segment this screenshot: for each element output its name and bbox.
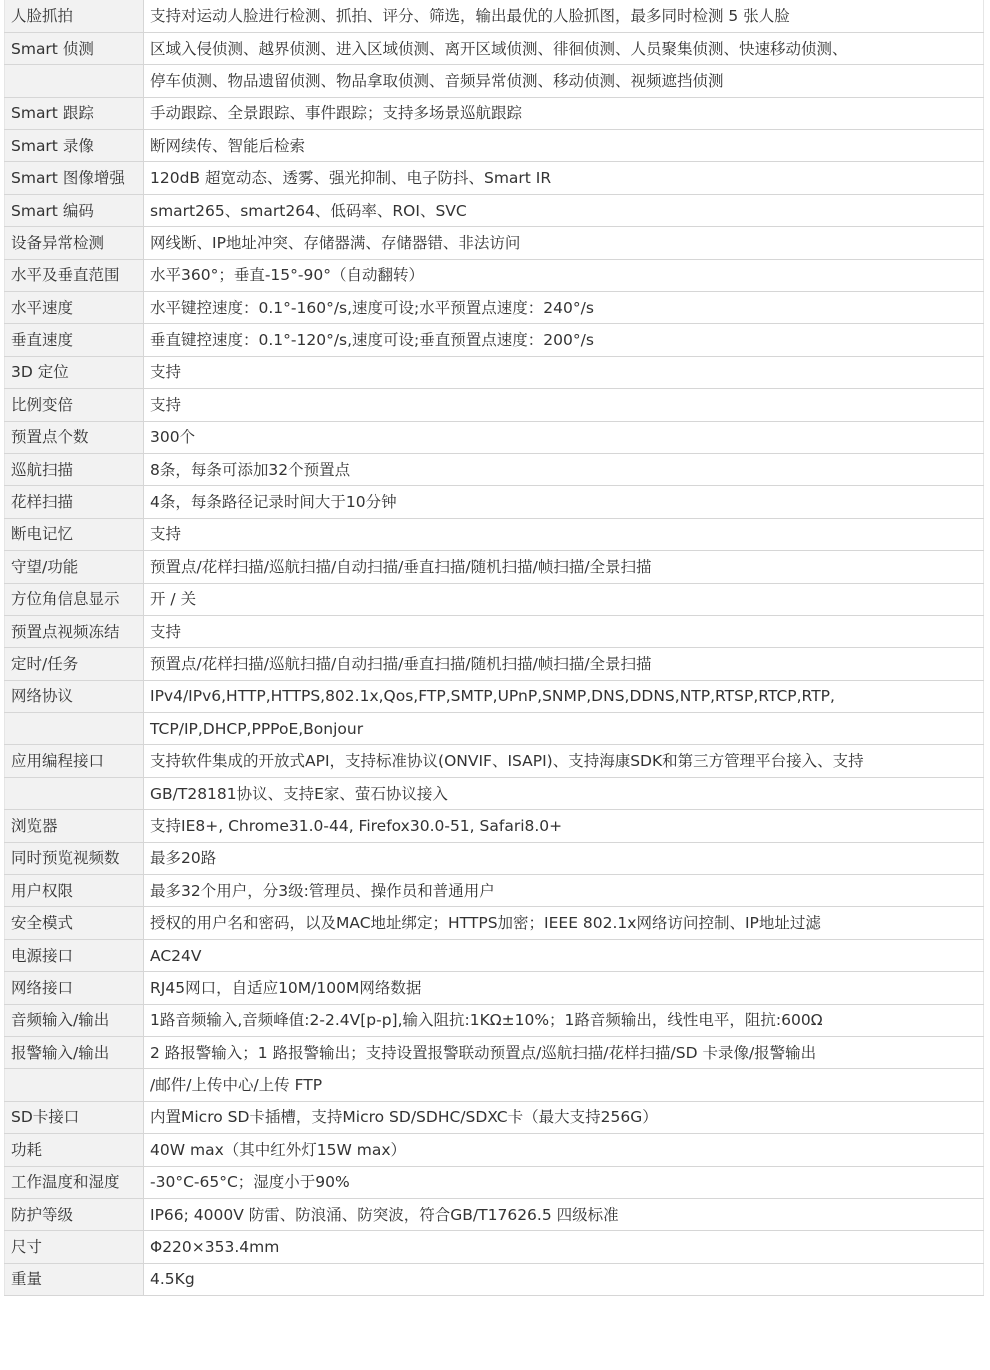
spec-label: 电源接口	[5, 939, 144, 971]
spec-label: SD卡接口	[5, 1101, 144, 1133]
spec-value: 网线断、IP地址冲突、存储器满、存储器错、非法访问	[144, 227, 984, 259]
spec-row	[5, 0, 984, 32]
spec-value: /邮件/上传中心/上传 FTP	[144, 1069, 984, 1101]
spec-value: 4条，每条路径记录时间大于10分钟	[144, 486, 984, 518]
spec-label: 水平速度	[5, 292, 144, 324]
spec-value: 垂直键控速度：0.1°-120°/s,速度可设;垂直预置点速度：200°/s	[144, 324, 984, 356]
spec-row	[5, 162, 984, 194]
spec-label: Smart 编码	[5, 194, 144, 226]
spec-row	[5, 356, 984, 388]
spec-row	[5, 551, 984, 583]
spec-row	[5, 1037, 984, 1069]
spec-label: Smart 图像增强	[5, 162, 144, 194]
spec-table-body	[5, 0, 984, 1296]
spec-label: 水平及垂直范围	[5, 259, 144, 291]
spec-row	[5, 842, 984, 874]
spec-value: AC24V	[144, 939, 984, 971]
spec-label: 应用编程接口	[5, 745, 144, 777]
spec-row	[5, 1101, 984, 1133]
spec-row	[5, 292, 984, 324]
spec-value: 最多20路	[144, 842, 984, 874]
spec-value: 支持对运动人脸进行检测、抓拍、评分、筛选，输出最优的人脸抓图，最多同时检测 5 张人脸	[144, 0, 984, 32]
spec-value: -30°C-65°C；湿度小于90%	[144, 1166, 984, 1198]
spec-row	[5, 32, 984, 64]
spec-label: 工作温度和湿度	[5, 1166, 144, 1198]
spec-table	[4, 0, 984, 1296]
spec-label: 垂直速度	[5, 324, 144, 356]
spec-label: 比例变倍	[5, 389, 144, 421]
spec-row	[5, 745, 984, 777]
spec-row	[5, 615, 984, 647]
spec-row	[5, 939, 984, 971]
spec-row	[5, 227, 984, 259]
spec-label: 守望/功能	[5, 551, 144, 583]
spec-value: 8条，每条可添加32个预置点	[144, 453, 984, 485]
spec-row	[5, 130, 984, 162]
spec-row	[5, 777, 984, 809]
spec-label	[5, 65, 144, 97]
spec-value: 最多32个用户，分3级:管理员、操作员和普通用户	[144, 875, 984, 907]
spec-row	[5, 421, 984, 453]
spec-value: 2 路报警输入；1 路报警输出；支持设置报警联动预置点/巡航扫描/花样扫描/SD 卡录像/报警输出	[144, 1037, 984, 1069]
spec-value: 支持	[144, 518, 984, 550]
spec-value: 支持	[144, 389, 984, 421]
spec-label: 同时预览视频数	[5, 842, 144, 874]
spec-label: 功耗	[5, 1134, 144, 1166]
spec-value: IP66; 4000V 防雷、防浪涌、防突波，符合GB/T17626.5 四级标准	[144, 1198, 984, 1230]
spec-row	[5, 1231, 984, 1263]
spec-label: 网络接口	[5, 972, 144, 1004]
spec-value: 120dB 超宽动态、透雾、强光抑制、电子防抖、Smart IR	[144, 162, 984, 194]
spec-label: 预置点个数	[5, 421, 144, 453]
spec-label: Smart 跟踪	[5, 97, 144, 129]
spec-row	[5, 972, 984, 1004]
spec-value: 支持IE8+, Chrome31.0-44, Firefox30.0-51, Safari8.0+	[144, 810, 984, 842]
spec-label: 重量	[5, 1263, 144, 1295]
spec-value: GB/T28181协议、支持E家、萤石协议接入	[144, 777, 984, 809]
spec-value: 支持	[144, 615, 984, 647]
spec-value: 300个	[144, 421, 984, 453]
spec-value: 水平键控速度：0.1°-160°/s,速度可设;水平预置点速度：240°/s	[144, 292, 984, 324]
spec-row	[5, 648, 984, 680]
spec-value: 预置点/花样扫描/巡航扫描/自动扫描/垂直扫描/随机扫描/帧扫描/全景扫描	[144, 648, 984, 680]
spec-value: 授权的用户名和密码，以及MAC地址绑定；HTTPS加密；IEEE 802.1x网络访问控制、IP地址过滤	[144, 907, 984, 939]
spec-label: 断电记忆	[5, 518, 144, 550]
spec-value: 区域入侵侦测、越界侦测、进入区域侦测、离开区域侦测、徘徊侦测、人员聚集侦测、快速移动侦测、	[144, 32, 984, 64]
spec-label: 音频输入/输出	[5, 1004, 144, 1036]
spec-row	[5, 194, 984, 226]
spec-row	[5, 907, 984, 939]
spec-value: 支持软件集成的开放式API，支持标准协议(ONVIF、ISAPI)、支持海康SDK和第三方管理平台接入、支持	[144, 745, 984, 777]
spec-row	[5, 875, 984, 907]
spec-row	[5, 1004, 984, 1036]
spec-value: 停车侦测、物品遗留侦测、物品拿取侦测、音频异常侦测、移动侦测、视频遮挡侦测	[144, 65, 984, 97]
spec-row	[5, 1198, 984, 1230]
spec-label: 防护等级	[5, 1198, 144, 1230]
spec-label: 定时/任务	[5, 648, 144, 680]
spec-label: Smart 侦测	[5, 32, 144, 64]
spec-row	[5, 518, 984, 550]
spec-row	[5, 259, 984, 291]
spec-label: 安全模式	[5, 907, 144, 939]
spec-value: 内置Micro SD卡插槽，支持Micro SD/SDHC/SDXC卡（最大支持256G）	[144, 1101, 984, 1133]
spec-row	[5, 680, 984, 712]
spec-label: Smart 录像	[5, 130, 144, 162]
spec-label: 网络协议	[5, 680, 144, 712]
spec-label: 浏览器	[5, 810, 144, 842]
spec-label	[5, 713, 144, 745]
spec-label	[5, 777, 144, 809]
spec-value: smart265、smart264、低码率、ROI、SVC	[144, 194, 984, 226]
spec-value: 4.5Kg	[144, 1263, 984, 1295]
spec-label: 用户权限	[5, 875, 144, 907]
spec-row	[5, 389, 984, 421]
spec-label: 人脸抓拍	[5, 0, 144, 32]
spec-row	[5, 453, 984, 485]
spec-label: 预置点视频冻结	[5, 615, 144, 647]
spec-row	[5, 486, 984, 518]
spec-label: 方位角信息显示	[5, 583, 144, 615]
spec-value: RJ45网口，自适应10M/100M网络数据	[144, 972, 984, 1004]
spec-row	[5, 810, 984, 842]
spec-value: 开 / 关	[144, 583, 984, 615]
spec-value: 断网续传、智能后检索	[144, 130, 984, 162]
spec-value: 水平360°；垂直-15°-90°（自动翻转）	[144, 259, 984, 291]
spec-label: 报警输入/输出	[5, 1037, 144, 1069]
spec-label: 尺寸	[5, 1231, 144, 1263]
spec-value: 40W max（其中红外灯15W max）	[144, 1134, 984, 1166]
spec-label: 3D 定位	[5, 356, 144, 388]
spec-value: 预置点/花样扫描/巡航扫描/自动扫描/垂直扫描/随机扫描/帧扫描/全景扫描	[144, 551, 984, 583]
spec-value: IPv4/IPv6,HTTP,HTTPS,802.1x,Qos,FTP,SMTP,UPnP,SNMP,DNS,DDNS,NTP,RTSP,RTCP,RTP,	[144, 680, 984, 712]
spec-row	[5, 1069, 984, 1101]
spec-label: 巡航扫描	[5, 453, 144, 485]
spec-row	[5, 713, 984, 745]
spec-row	[5, 1134, 984, 1166]
spec-row	[5, 1166, 984, 1198]
spec-value: TCP/IP,DHCP,PPPoE,Bonjour	[144, 713, 984, 745]
spec-row	[5, 324, 984, 356]
spec-value: Φ220×353.4mm	[144, 1231, 984, 1263]
spec-value: 支持	[144, 356, 984, 388]
spec-row	[5, 583, 984, 615]
spec-label: 花样扫描	[5, 486, 144, 518]
spec-value: 1路音频输入,音频峰值:2-2.4V[p-p],输入阻抗:1KΩ±10%；1路音频输出，线性电平，阻抗:600Ω	[144, 1004, 984, 1036]
spec-row	[5, 97, 984, 129]
spec-value: 手动跟踪、全景跟踪、事件跟踪；支持多场景巡航跟踪	[144, 97, 984, 129]
spec-label: 设备异常检测	[5, 227, 144, 259]
spec-label	[5, 1069, 144, 1101]
spec-row	[5, 1263, 984, 1295]
spec-row	[5, 65, 984, 97]
